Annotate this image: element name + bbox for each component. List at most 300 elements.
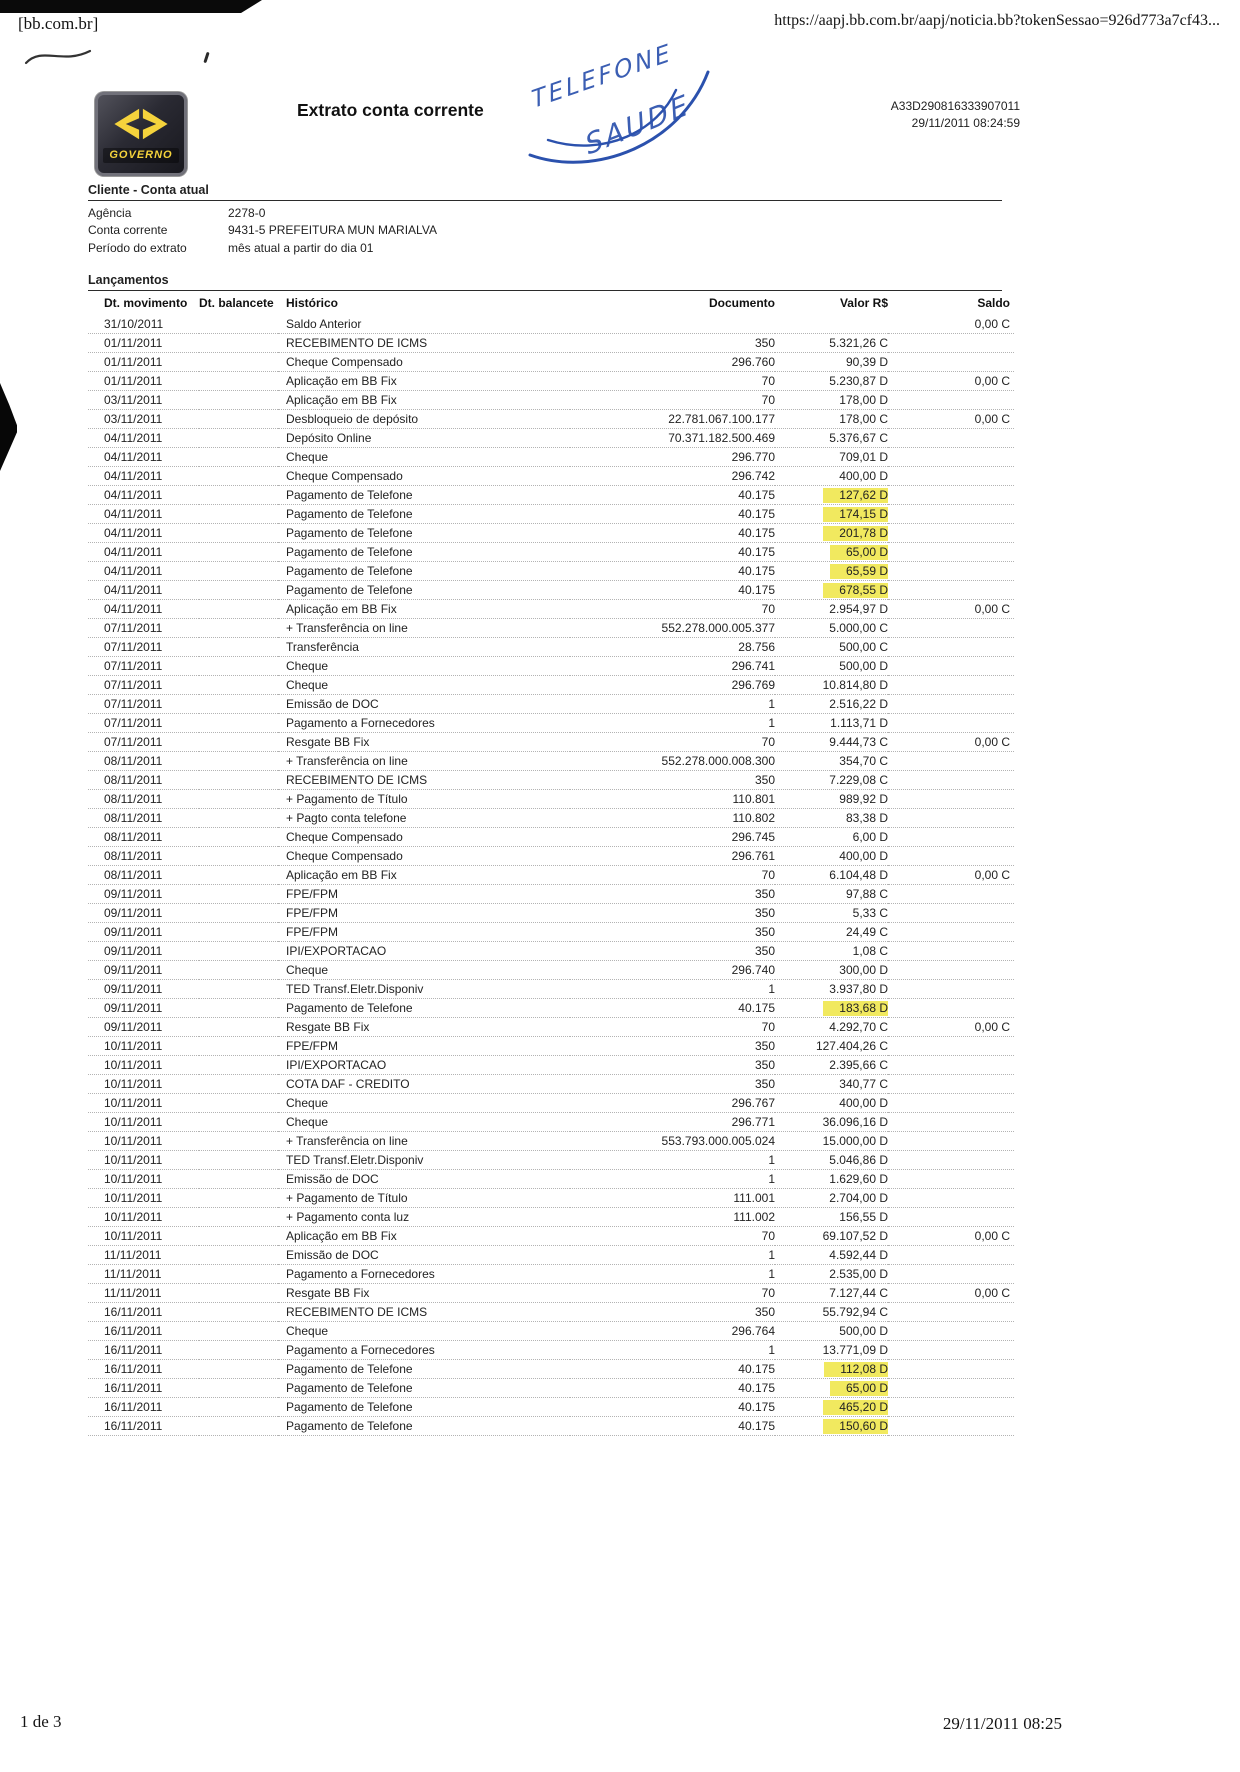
- client-field-row: [88, 241, 437, 258]
- cell-valor: 5.230,87 D: [775, 372, 888, 391]
- cell-valor: 989,92 D: [775, 790, 888, 809]
- cell-historico: FPE/FPM: [278, 923, 570, 942]
- cell-saldo: [888, 638, 1014, 657]
- cell-documento: 296.760: [570, 353, 775, 372]
- table-row: [88, 1341, 1014, 1360]
- cell-valor: 4.292,70 C: [775, 1018, 888, 1037]
- cell-documento: 350: [570, 334, 775, 353]
- cell-saldo: [888, 961, 1014, 980]
- cell-documento: 70: [570, 391, 775, 410]
- cell-dt-movimento: 10/11/2011: [88, 1208, 199, 1227]
- cell-valor: 65,00 D: [775, 1379, 888, 1398]
- table-row: [88, 581, 1014, 600]
- cell-dt-movimento: 16/11/2011: [88, 1360, 199, 1379]
- cell-valor: 354,70 C: [775, 752, 888, 771]
- table-row: [88, 619, 1014, 638]
- col-saldo: Saldo: [977, 296, 1010, 310]
- cell-historico: RECEBIMENTO DE ICMS: [278, 1303, 570, 1322]
- transactions-section-title: Lançamentos: [88, 273, 169, 287]
- cell-documento: 40.175: [570, 1379, 775, 1398]
- cell-documento: 70: [570, 1018, 775, 1037]
- cell-dt-balancete: [199, 1227, 278, 1246]
- cell-documento: 40.175: [570, 1360, 775, 1379]
- table-row: [88, 1227, 1014, 1246]
- cell-dt-balancete: [199, 1398, 278, 1417]
- cell-valor: 1.629,60 D: [775, 1170, 888, 1189]
- col-dt-movimento: Dt. movimento: [104, 296, 188, 310]
- field-label: Agência: [88, 206, 132, 220]
- cell-saldo: 0,00 C: [888, 1227, 1014, 1246]
- cell-dt-balancete: [199, 733, 278, 752]
- table-row: [88, 1246, 1014, 1265]
- cell-saldo: [888, 1075, 1014, 1094]
- cell-valor: 3.937,80 D: [775, 980, 888, 999]
- col-historico: Histórico: [286, 296, 339, 310]
- cell-dt-movimento: 09/11/2011: [88, 961, 199, 980]
- cell-saldo: [888, 904, 1014, 923]
- cell-documento: 296.745: [570, 828, 775, 847]
- cell-dt-movimento: 16/11/2011: [88, 1379, 199, 1398]
- handwriting-line1: TELEFONE: [529, 38, 675, 114]
- cell-valor: 5.046,86 D: [775, 1151, 888, 1170]
- cell-historico: RECEBIMENTO DE ICMS: [278, 334, 570, 353]
- cell-dt-balancete: [199, 543, 278, 562]
- cell-historico: + Pagto conta telefone: [278, 809, 570, 828]
- cell-dt-movimento: 09/11/2011: [88, 1018, 199, 1037]
- cell-dt-balancete: [199, 448, 278, 467]
- cell-dt-movimento: 07/11/2011: [88, 638, 199, 657]
- cell-valor: 678,55 D: [775, 581, 888, 600]
- table-row: [88, 1265, 1014, 1284]
- cell-dt-balancete: [199, 372, 278, 391]
- cell-saldo: [888, 714, 1014, 733]
- table-row: [88, 828, 1014, 847]
- cell-saldo: [888, 1303, 1014, 1322]
- cell-historico: Aplicação em BB Fix: [278, 372, 570, 391]
- cell-dt-balancete: [199, 847, 278, 866]
- cell-valor: 500,00 C: [775, 638, 888, 657]
- cell-valor: 465,20 D: [775, 1398, 888, 1417]
- cell-documento: 1: [570, 1151, 775, 1170]
- cell-documento: 40.175: [570, 999, 775, 1018]
- cell-saldo: [888, 1246, 1014, 1265]
- cell-valor: 2.954,97 D: [775, 600, 888, 619]
- cell-dt-balancete: [199, 1322, 278, 1341]
- cell-documento: 70: [570, 1227, 775, 1246]
- client-field-row: [88, 206, 437, 223]
- table-row: [88, 1056, 1014, 1075]
- cell-historico: Pagamento de Telefone: [278, 486, 570, 505]
- cell-documento: 1: [570, 1246, 775, 1265]
- cell-valor: 178,00 C: [775, 410, 888, 429]
- cell-historico: Resgate BB Fix: [278, 1284, 570, 1303]
- cell-dt-balancete: [199, 942, 278, 961]
- cell-dt-movimento: 16/11/2011: [88, 1303, 199, 1322]
- cell-dt-balancete: [199, 1265, 278, 1284]
- cell-saldo: [888, 1379, 1014, 1398]
- cell-valor: 500,00 D: [775, 657, 888, 676]
- cell-saldo: [888, 1360, 1014, 1379]
- cell-saldo: [888, 885, 1014, 904]
- cell-dt-movimento: 07/11/2011: [88, 657, 199, 676]
- cell-dt-balancete: [199, 562, 278, 581]
- cell-valor: 5.321,26 C: [775, 334, 888, 353]
- cell-dt-movimento: 10/11/2011: [88, 1056, 199, 1075]
- cell-dt-balancete: [199, 1208, 278, 1227]
- table-row: [88, 448, 1014, 467]
- cell-saldo: [888, 486, 1014, 505]
- cell-historico: Cheque: [278, 657, 570, 676]
- cell-historico: Cheque Compensado: [278, 828, 570, 847]
- cell-valor: 150,60 D: [775, 1417, 888, 1436]
- cell-dt-balancete: [199, 714, 278, 733]
- cell-saldo: [888, 1322, 1014, 1341]
- cell-valor: 174,15 D: [775, 505, 888, 524]
- table-row: [88, 1132, 1014, 1151]
- table-row: [88, 904, 1014, 923]
- cell-documento: 552.278.000.008.300: [570, 752, 775, 771]
- cell-dt-balancete: [199, 581, 278, 600]
- cell-valor: 7.127,44 C: [775, 1284, 888, 1303]
- table-row: [88, 1170, 1014, 1189]
- cell-dt-balancete: [199, 429, 278, 448]
- table-row: [88, 1417, 1014, 1436]
- cell-valor: 2.395,66 C: [775, 1056, 888, 1075]
- table-row: [88, 1113, 1014, 1132]
- cell-historico: Cheque: [278, 1113, 570, 1132]
- cell-dt-balancete: [199, 676, 278, 695]
- cell-historico: FPE/FPM: [278, 1037, 570, 1056]
- cell-saldo: 0,00 C: [888, 315, 1014, 334]
- table-row: [88, 657, 1014, 676]
- cell-documento: 110.802: [570, 809, 775, 828]
- cell-valor: 65,00 D: [775, 543, 888, 562]
- cell-historico: Cheque Compensado: [278, 353, 570, 372]
- cell-documento: 70: [570, 1284, 775, 1303]
- cell-saldo: [888, 1037, 1014, 1056]
- cell-dt-balancete: [199, 1151, 278, 1170]
- cell-dt-movimento: 04/11/2011: [88, 448, 199, 467]
- handwritten-annotation: [500, 20, 780, 190]
- cell-saldo: [888, 1170, 1014, 1189]
- doc-code: A33D290816333907011: [890, 99, 1020, 113]
- cell-documento: 553.793.000.005.024: [570, 1132, 775, 1151]
- cell-documento: 1: [570, 980, 775, 999]
- cell-saldo: [888, 752, 1014, 771]
- cell-saldo: [888, 448, 1014, 467]
- cell-historico: Resgate BB Fix: [278, 1018, 570, 1037]
- cell-documento: 296.764: [570, 1322, 775, 1341]
- cell-valor: 90,39 D: [775, 353, 888, 372]
- cell-valor: 340,77 C: [775, 1075, 888, 1094]
- cell-dt-movimento: 08/11/2011: [88, 847, 199, 866]
- cell-historico: IPI/EXPORTACAO: [278, 1056, 570, 1075]
- cell-historico: Pagamento de Telefone: [278, 1398, 570, 1417]
- table-row: [88, 676, 1014, 695]
- cell-dt-movimento: 04/11/2011: [88, 581, 199, 600]
- cell-valor: 69.107,52 D: [775, 1227, 888, 1246]
- table-row: [88, 372, 1014, 391]
- cell-documento: 296.769: [570, 676, 775, 695]
- cell-dt-movimento: 11/11/2011: [88, 1246, 199, 1265]
- cell-saldo: [888, 980, 1014, 999]
- cell-dt-movimento: 03/11/2011: [88, 410, 199, 429]
- cell-documento: 296.767: [570, 1094, 775, 1113]
- footer-timestamp: 29/11/2011 08:25: [942, 1714, 1062, 1733]
- cell-documento: [570, 315, 775, 334]
- cell-valor: 55.792,94 C: [775, 1303, 888, 1322]
- cell-historico: Emissão de DOC: [278, 695, 570, 714]
- cell-dt-movimento: 10/11/2011: [88, 1113, 199, 1132]
- cell-documento: 296.771: [570, 1113, 775, 1132]
- cell-documento: 70.371.182.500.469: [570, 429, 775, 448]
- cell-documento: 40.175: [570, 581, 775, 600]
- table-row: [88, 1094, 1014, 1113]
- cell-dt-balancete: [199, 315, 278, 334]
- table-row: [88, 391, 1014, 410]
- cell-dt-balancete: [199, 961, 278, 980]
- cell-saldo: [888, 581, 1014, 600]
- cell-dt-balancete: [199, 600, 278, 619]
- cell-dt-movimento: 09/11/2011: [88, 942, 199, 961]
- cell-historico: + Pagamento conta luz: [278, 1208, 570, 1227]
- print-header-source: [bb.com.br]: [18, 14, 99, 33]
- cell-documento: 1: [570, 714, 775, 733]
- cell-saldo: [888, 353, 1014, 372]
- cell-dt-movimento: 09/11/2011: [88, 999, 199, 1018]
- cell-dt-movimento: 10/11/2011: [88, 1037, 199, 1056]
- cell-historico: + Pagamento de Título: [278, 1189, 570, 1208]
- cell-dt-balancete: [199, 1379, 278, 1398]
- cell-saldo: 0,00 C: [888, 1284, 1014, 1303]
- client-section-title: Cliente - Conta atual: [88, 183, 209, 197]
- cell-valor: 10.814,80 D: [775, 676, 888, 695]
- cell-documento: 350: [570, 942, 775, 961]
- cell-historico: + Transferência on line: [278, 1132, 570, 1151]
- cell-dt-balancete: [199, 1170, 278, 1189]
- table-row: [88, 1322, 1014, 1341]
- cell-dt-movimento: 10/11/2011: [88, 1189, 199, 1208]
- cell-dt-movimento: 08/11/2011: [88, 828, 199, 847]
- cell-valor: 183,68 D: [775, 999, 888, 1018]
- cell-valor: 6,00 D: [775, 828, 888, 847]
- cell-dt-balancete: [199, 524, 278, 543]
- cell-saldo: [888, 1398, 1014, 1417]
- cell-valor: 127,62 D: [775, 486, 888, 505]
- cell-historico: Aplicação em BB Fix: [278, 1227, 570, 1246]
- cell-historico: Pagamento de Telefone: [278, 524, 570, 543]
- cell-dt-balancete: [199, 828, 278, 847]
- client-fields: [88, 206, 437, 258]
- cell-saldo: [888, 1113, 1014, 1132]
- cell-dt-balancete: [199, 1113, 278, 1132]
- cell-dt-movimento: 01/11/2011: [88, 334, 199, 353]
- cell-valor: 112,08 D: [775, 1360, 888, 1379]
- cell-dt-balancete: [199, 1056, 278, 1075]
- cell-saldo: [888, 657, 1014, 676]
- cell-documento: 70: [570, 733, 775, 752]
- transactions-body: [88, 315, 1014, 1436]
- table-row: [88, 1303, 1014, 1322]
- cell-dt-balancete: [199, 1018, 278, 1037]
- cell-historico: Depósito Online: [278, 429, 570, 448]
- cell-saldo: [888, 1208, 1014, 1227]
- cell-saldo: [888, 676, 1014, 695]
- cell-saldo: [888, 923, 1014, 942]
- cell-valor: 4.592,44 D: [775, 1246, 888, 1265]
- cell-valor: 178,00 D: [775, 391, 888, 410]
- cell-dt-movimento: 04/11/2011: [88, 543, 199, 562]
- cell-saldo: [888, 391, 1014, 410]
- cell-dt-movimento: 01/11/2011: [88, 372, 199, 391]
- table-row: [88, 961, 1014, 980]
- cell-valor: [775, 315, 888, 334]
- print-header-url: https://aapj.bb.com.br/aapj/noticia.bb?tokenSessao=926d773a7cf43...: [774, 12, 1220, 29]
- cell-historico: Pagamento de Telefone: [278, 999, 570, 1018]
- cell-dt-movimento: 09/11/2011: [88, 923, 199, 942]
- cell-valor: 500,00 D: [775, 1322, 888, 1341]
- table-row: [88, 1379, 1014, 1398]
- cell-dt-balancete: [199, 505, 278, 524]
- cell-valor: 1.113,71 D: [775, 714, 888, 733]
- cell-valor: 156,55 D: [775, 1208, 888, 1227]
- cell-dt-movimento: 04/11/2011: [88, 600, 199, 619]
- cell-dt-movimento: 04/11/2011: [88, 524, 199, 543]
- table-row: [88, 524, 1014, 543]
- scan-artifact-top-bar: [0, 0, 262, 13]
- cell-dt-balancete: [199, 1341, 278, 1360]
- cell-historico: Pagamento de Telefone: [278, 1417, 570, 1436]
- cell-dt-balancete: [199, 809, 278, 828]
- cell-dt-movimento: 07/11/2011: [88, 733, 199, 752]
- cell-saldo: [888, 505, 1014, 524]
- cell-dt-balancete: [199, 334, 278, 353]
- cell-saldo: [888, 467, 1014, 486]
- cell-dt-movimento: 09/11/2011: [88, 885, 199, 904]
- cell-valor: 97,88 C: [775, 885, 888, 904]
- cell-documento: 40.175: [570, 505, 775, 524]
- table-row: [88, 505, 1014, 524]
- cell-documento: 350: [570, 904, 775, 923]
- pen-squiggle-mark: [24, 44, 96, 70]
- scan-artifact-tick: [203, 52, 209, 63]
- col-dt-balancete: Dt. balancete: [199, 296, 274, 310]
- cell-valor: 400,00 D: [775, 467, 888, 486]
- cell-documento: 1: [570, 1341, 775, 1360]
- cell-valor: 6.104,48 D: [775, 866, 888, 885]
- cell-historico: TED Transf.Eletr.Disponiv: [278, 980, 570, 999]
- table-row: [88, 315, 1014, 334]
- cell-documento: 1: [570, 1170, 775, 1189]
- cell-saldo: 0,00 C: [888, 600, 1014, 619]
- cell-documento: 40.175: [570, 1398, 775, 1417]
- table-row: [88, 980, 1014, 999]
- table-row: [88, 1151, 1014, 1170]
- cell-dt-balancete: [199, 353, 278, 372]
- cell-valor: 13.771,09 D: [775, 1341, 888, 1360]
- cell-dt-movimento: 16/11/2011: [88, 1398, 199, 1417]
- cell-historico: Pagamento de Telefone: [278, 581, 570, 600]
- cell-dt-movimento: 04/11/2011: [88, 486, 199, 505]
- table-row: [88, 1360, 1014, 1379]
- cell-saldo: [888, 1417, 1014, 1436]
- cell-valor: 15.000,00 D: [775, 1132, 888, 1151]
- cell-valor: 7.229,08 C: [775, 771, 888, 790]
- cell-documento: 70: [570, 372, 775, 391]
- cell-historico: Cheque Compensado: [278, 847, 570, 866]
- col-valor: Valor R$: [839, 296, 888, 310]
- cell-historico: RECEBIMENTO DE ICMS: [278, 771, 570, 790]
- cell-saldo: [888, 790, 1014, 809]
- table-row: [88, 1189, 1014, 1208]
- cell-saldo: [888, 999, 1014, 1018]
- field-label: Período do extrato: [88, 240, 187, 255]
- cell-saldo: [888, 1132, 1014, 1151]
- cell-documento: 296.740: [570, 961, 775, 980]
- cell-dt-balancete: [199, 1417, 278, 1436]
- cell-documento: 111.001: [570, 1189, 775, 1208]
- cell-historico: Emissão de DOC: [278, 1170, 570, 1189]
- cell-historico: Resgate BB Fix: [278, 733, 570, 752]
- cell-saldo: [888, 1265, 1014, 1284]
- divider-client: [88, 200, 1002, 201]
- cell-saldo: [888, 847, 1014, 866]
- cell-saldo: [888, 695, 1014, 714]
- cell-saldo: [888, 1341, 1014, 1360]
- cell-dt-balancete: [199, 391, 278, 410]
- cell-saldo: 0,00 C: [888, 1018, 1014, 1037]
- cell-documento: 40.175: [570, 486, 775, 505]
- cell-dt-movimento: 08/11/2011: [88, 809, 199, 828]
- cell-valor: 2.704,00 D: [775, 1189, 888, 1208]
- cell-historico: Transferência: [278, 638, 570, 657]
- table-row: [88, 714, 1014, 733]
- cell-saldo: [888, 1056, 1014, 1075]
- table-row: [88, 790, 1014, 809]
- cell-valor: 83,38 D: [775, 809, 888, 828]
- field-label: Conta corrente: [88, 223, 168, 238]
- table-row: [88, 771, 1014, 790]
- cell-dt-movimento: 16/11/2011: [88, 1417, 199, 1436]
- cell-saldo: [888, 524, 1014, 543]
- cell-dt-movimento: 04/11/2011: [88, 562, 199, 581]
- cell-valor: 65,59 D: [775, 562, 888, 581]
- cell-dt-movimento: 08/11/2011: [88, 752, 199, 771]
- cell-documento: 350: [570, 771, 775, 790]
- cell-dt-balancete: [199, 619, 278, 638]
- cell-documento: 40.175: [570, 543, 775, 562]
- cell-valor: 5,33 C: [775, 904, 888, 923]
- cell-valor: 2.516,22 D: [775, 695, 888, 714]
- cell-documento: 40.175: [570, 562, 775, 581]
- cell-documento: 350: [570, 1303, 775, 1322]
- cell-saldo: 0,00 C: [888, 410, 1014, 429]
- cell-historico: Cheque Compensado: [278, 467, 570, 486]
- cell-dt-movimento: 04/11/2011: [88, 429, 199, 448]
- cell-historico: Pagamento a Fornecedores: [278, 1341, 570, 1360]
- table-row: [88, 467, 1014, 486]
- cell-historico: FPE/FPM: [278, 885, 570, 904]
- cell-saldo: 0,00 C: [888, 733, 1014, 752]
- table-row: [88, 486, 1014, 505]
- cell-historico: Aplicação em BB Fix: [278, 866, 570, 885]
- cell-saldo: [888, 543, 1014, 562]
- cell-dt-balancete: [199, 1094, 278, 1113]
- divider-transactions: [88, 290, 1002, 291]
- cell-dt-balancete: [199, 1037, 278, 1056]
- cell-dt-movimento: 01/11/2011: [88, 353, 199, 372]
- client-field-row: [88, 223, 437, 240]
